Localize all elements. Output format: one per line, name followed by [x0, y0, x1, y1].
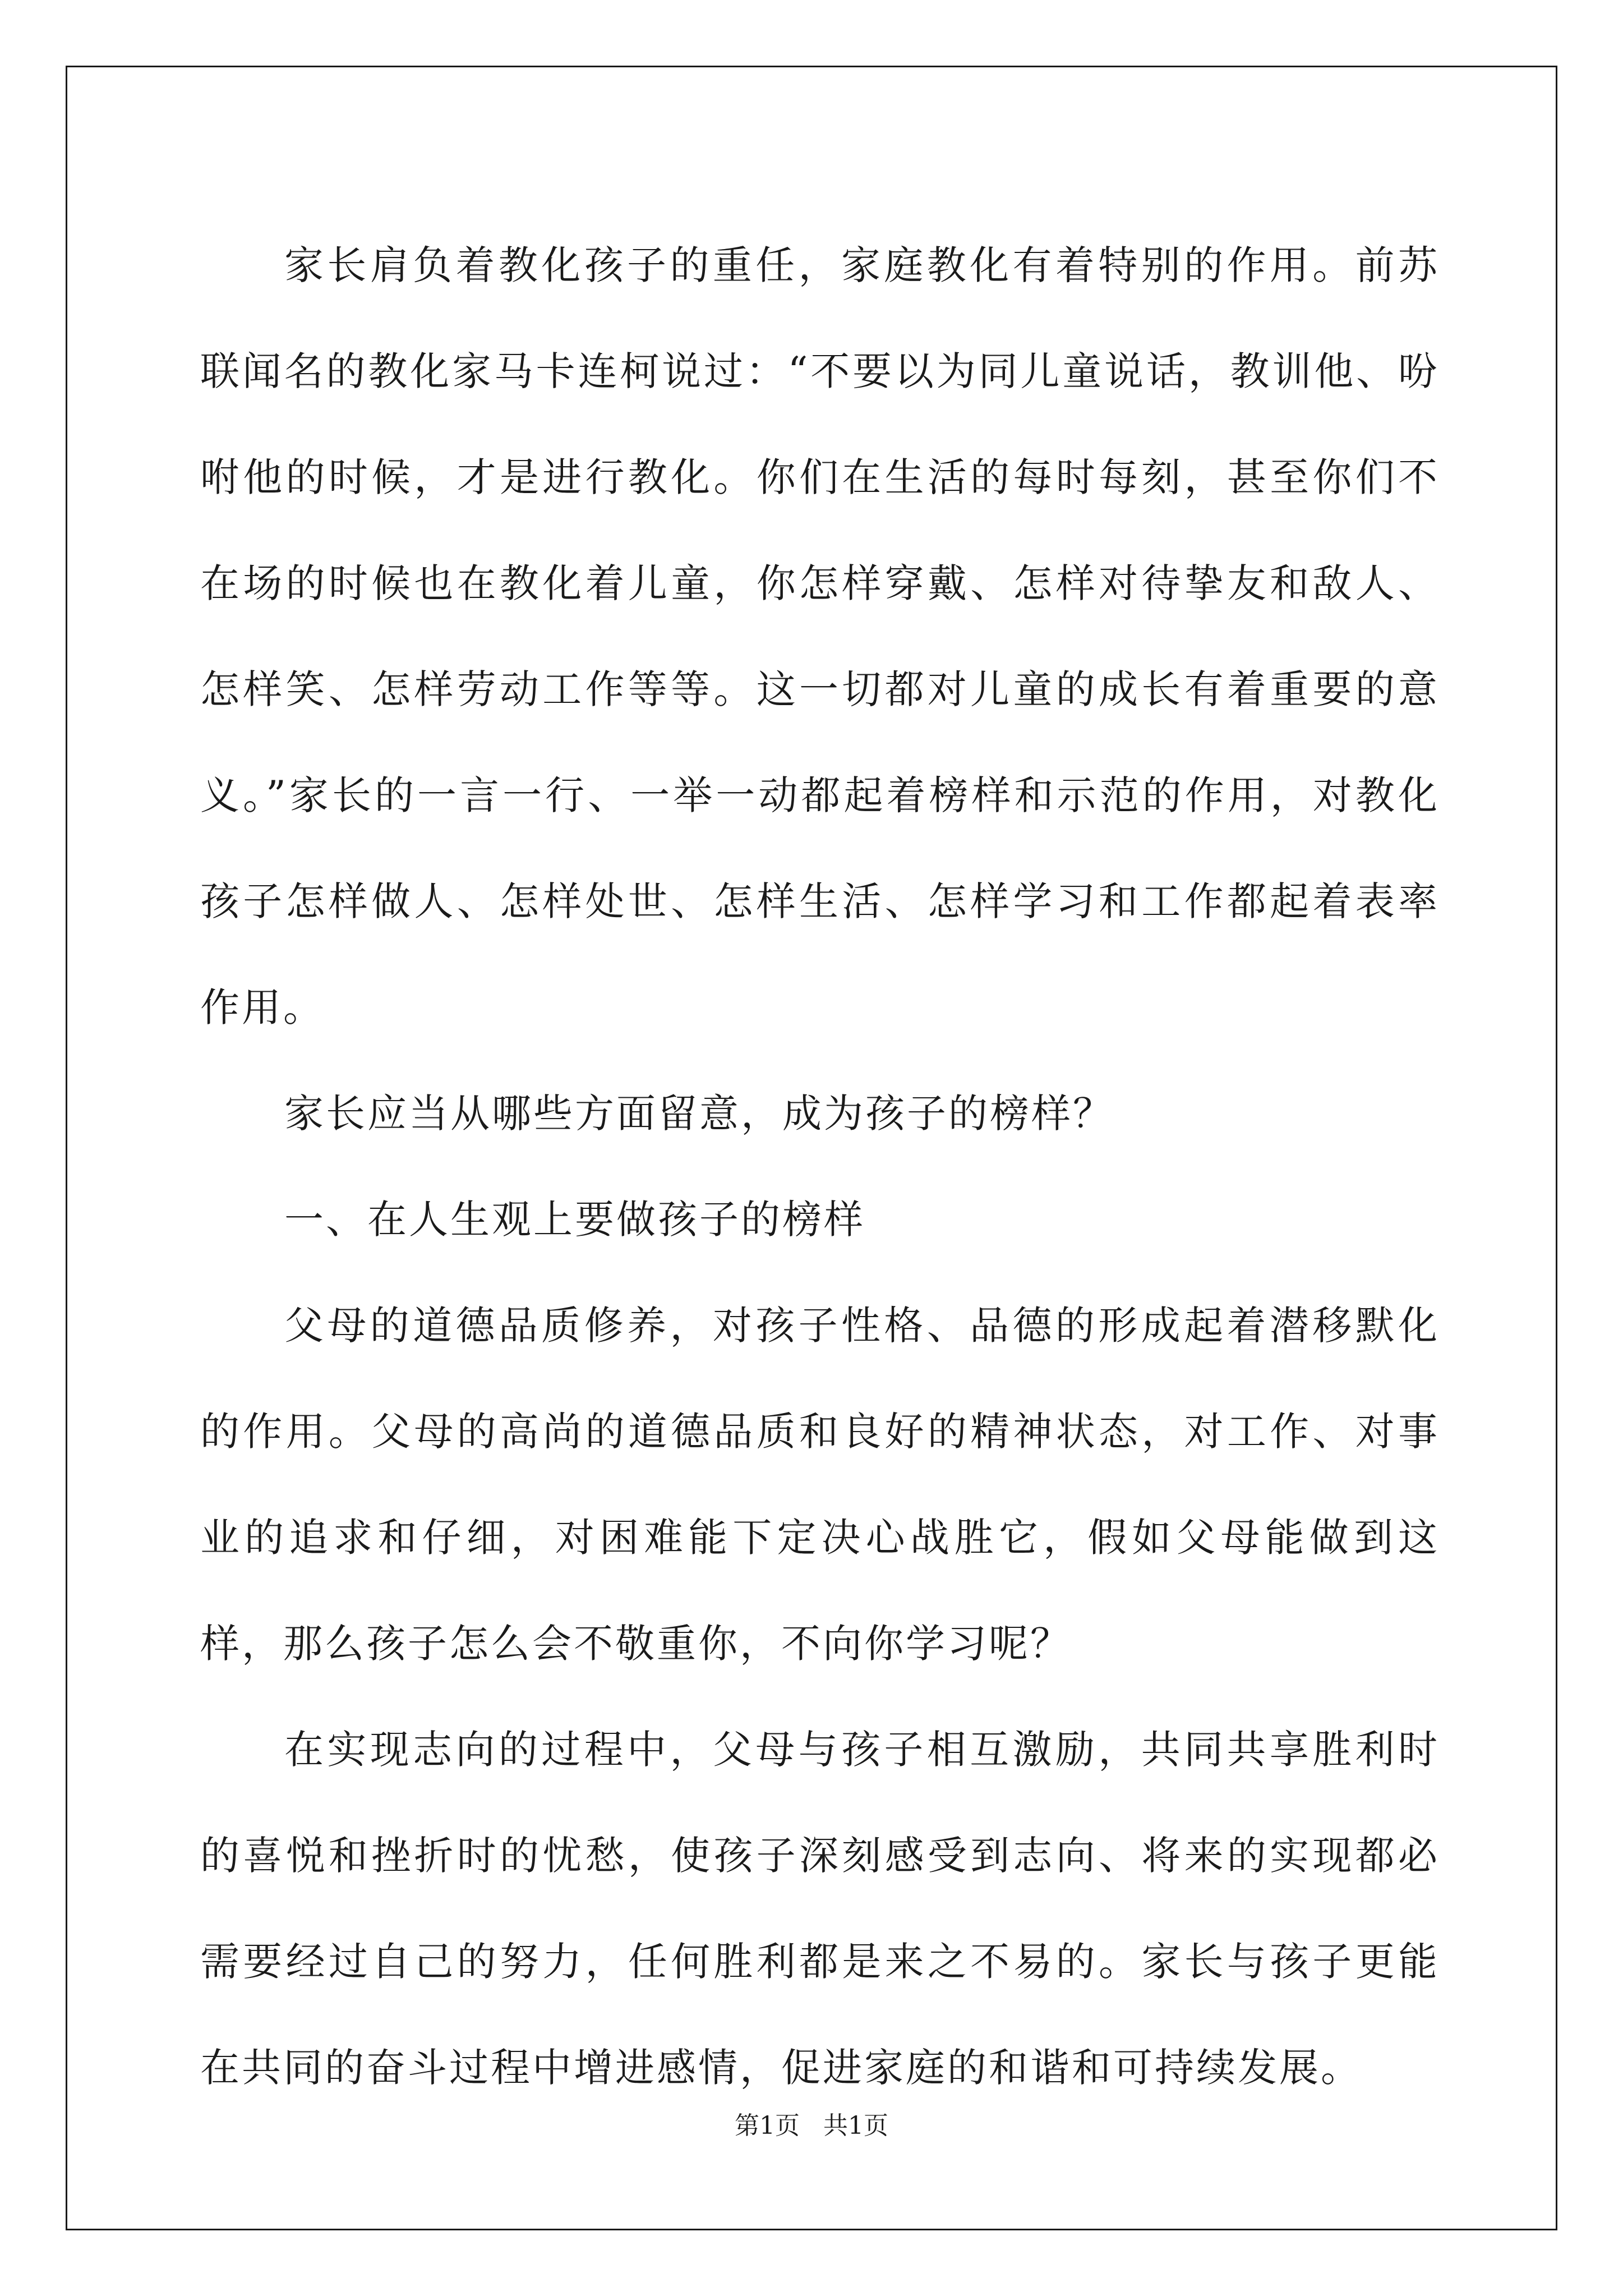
paragraph-4: 在实现志向的过程中，父母与孩子相互激励，共同共享胜利时的喜悦和挫折时的忧愁，使孩子深刻感受到志向、将来的实现都必需要经过自己的努力，任何胜利都是来之不易的。家长与孩子更能在共同的奋斗过程中增进感情，促进家庭的和谐和可持续发展。 — [200, 1727, 1440, 2091]
page-number: 第1页 — [735, 2111, 800, 2140]
paragraph-3: 父母的道德品质修养，对孩子性格、品德的形成起着潜移默化的作用。父母的高尚的道德品质和良好的精神状态，对工作、对事业的追求和仔细，对困难能下定决心战胜它，假如父母能做到这样，那么孩子怎么会不敬重你，不向你学习呢？ — [200, 1303, 1440, 1667]
page-footer — [0, 2105, 1623, 2141]
section-heading: 一、在人生观上要做孩子的榜样 — [284, 1197, 865, 1243]
page-total: 共1页 — [823, 2111, 888, 2140]
paragraph-1: 家长肩负着教化孩子的重任，家庭教化有着特别的作用。前苏联闻名的教化家马卡连柯说过：“不要以为同儿童说话，教训他、吩咐他的时候，才是进行教化。你们在生活的每时每刻，甚至你们不在场的时候也在教化着儿童，你怎样穿戴、怎样对待挚友和敌人、怎样笑、怎样劳动工作等等。这一切都对儿童的成长有着重要的意义。”家长的一言一行、一举一动都起着榜样和示范的作用，对教化孩子怎样做人、怎样处世、怎样生活、怎样学习和工作都起着表率作用。 — [200, 242, 1440, 1030]
document-body — [200, 213, 1440, 2121]
paragraph-2: 家长应当从哪些方面留意，成为孩子的榜样？ — [284, 1091, 1114, 1137]
